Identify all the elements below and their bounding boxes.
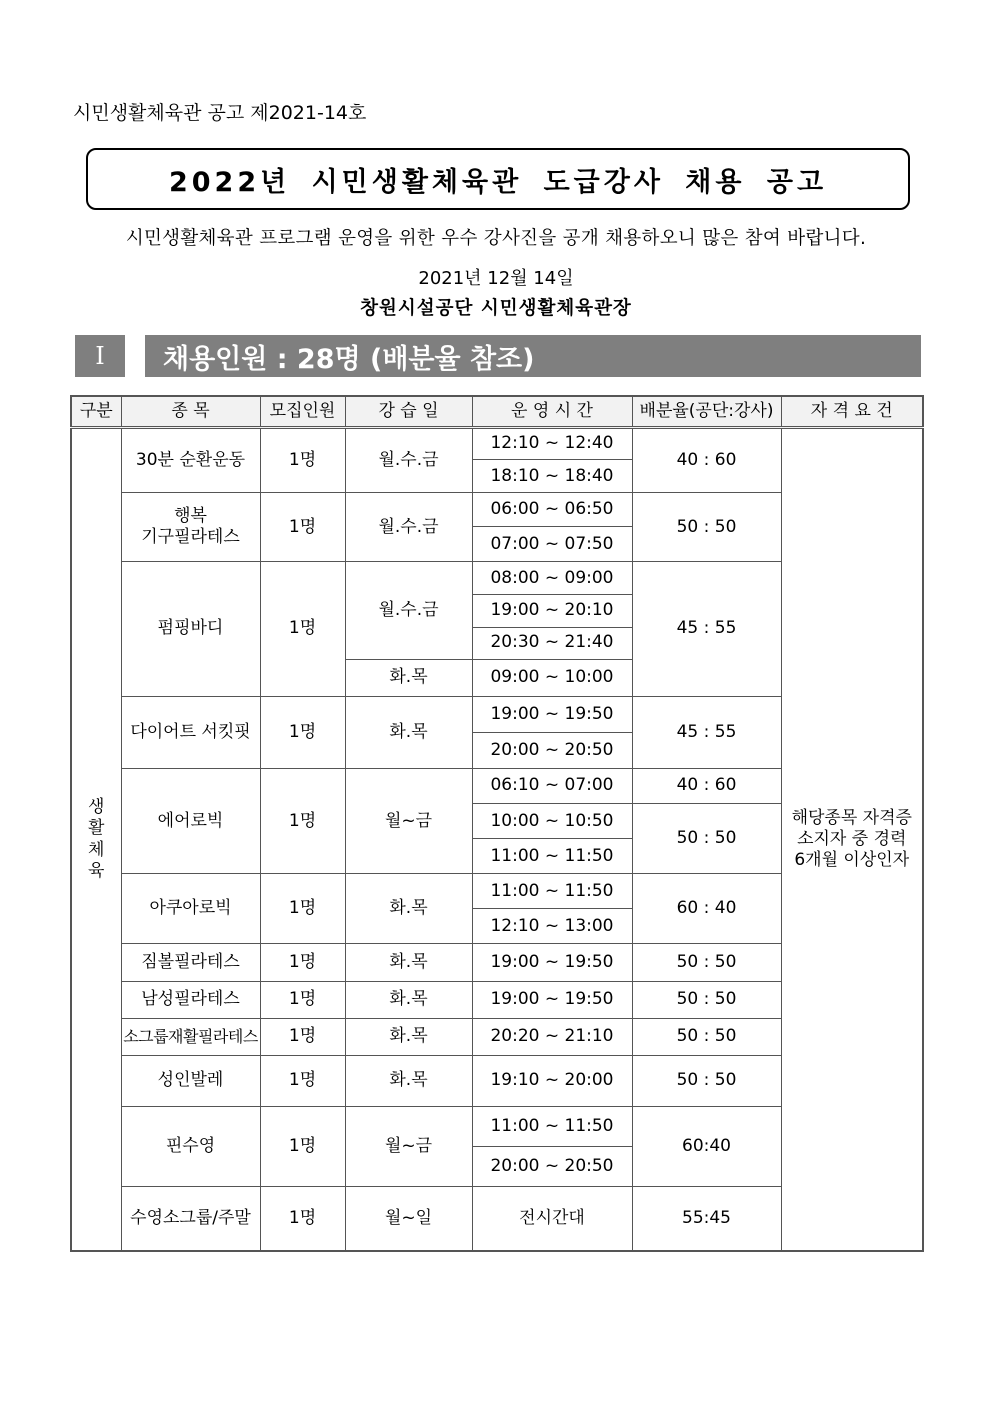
section-title: 채용인원 : 28명 (배분율 참조) <box>163 343 535 375</box>
program-days: 화.목 <box>345 659 472 696</box>
program-time: 07:00 ~ 07:50 <box>472 527 632 562</box>
program-time: 20:00 ~ 20:50 <box>472 732 632 768</box>
program-count: 1명 <box>260 1187 345 1251</box>
program-name: 짐볼필라테스 <box>121 944 260 981</box>
section-number: Ⅰ <box>75 335 125 377</box>
program-time: 19:00 ~ 19:50 <box>472 981 632 1018</box>
program-time: 12:10 ~ 12:40 <box>472 428 632 460</box>
title-box <box>86 148 910 210</box>
program-time: 06:00 ~ 06:50 <box>472 493 632 527</box>
program-time: 19:00 ~ 20:10 <box>472 595 632 627</box>
program-name-line: 행복 <box>174 506 207 527</box>
program-time: 09:00 ~ 10:00 <box>472 659 632 696</box>
program-count: 1명 <box>260 1106 345 1186</box>
program-days: 월~일 <box>345 1187 472 1251</box>
program-time: 20:30 ~ 21:40 <box>472 627 632 659</box>
program-count: 1명 <box>260 428 345 493</box>
program-ratio: 45 : 55 <box>632 562 781 696</box>
qualification-line: 6개월 이상인자 <box>794 850 910 871</box>
qualification-line: 소지자 중 경력 <box>797 828 907 849</box>
program-ratio: 60:40 <box>632 1106 781 1186</box>
header-count: 모집인원 <box>260 396 345 428</box>
program-time: 11:00 ~ 11:50 <box>472 839 632 874</box>
program-ratio: 40 : 60 <box>632 768 781 803</box>
program-time: 19:00 ~ 19:50 <box>472 696 632 732</box>
program-name-line: 기구필라테스 <box>141 527 240 548</box>
header-category: 구분 <box>71 396 121 428</box>
notice-date: 2021년 12월 14일 <box>418 268 574 289</box>
qualification-line: 해당종목 자격증 <box>791 807 912 828</box>
program-count: 1명 <box>260 1055 345 1106</box>
program-ratio: 50 : 50 <box>632 804 781 874</box>
header-days: 강 습 일 <box>345 396 472 428</box>
intro-text: 시민생활체육관 프로그램 운영을 위한 우수 강사진을 공개 채용하오니 많은 참여 바랍니다. <box>125 228 867 249</box>
program-days: 화.목 <box>345 1018 472 1055</box>
program-ratio: 50 : 50 <box>632 1018 781 1055</box>
program-count: 1명 <box>260 981 345 1018</box>
program-time: 08:00 ~ 09:00 <box>472 562 632 595</box>
program-name: 다이어트 서킷핏 <box>121 696 260 768</box>
program-time: 20:00 ~ 20:50 <box>472 1147 632 1187</box>
program-count: 1명 <box>260 562 345 696</box>
program-time: 20:20 ~ 21:10 <box>472 1018 632 1055</box>
program-ratio: 45 : 55 <box>632 696 781 768</box>
program-time: 전시간대 <box>472 1187 632 1251</box>
program-time: 19:10 ~ 20:00 <box>472 1055 632 1106</box>
program-days: 월~금 <box>345 1106 472 1186</box>
program-time: 10:00 ~ 10:50 <box>472 804 632 839</box>
program-time: 06:10 ~ 07:00 <box>472 768 632 803</box>
program-count: 1명 <box>260 944 345 981</box>
program-count: 1명 <box>260 493 345 562</box>
program-ratio: 50 : 50 <box>632 1055 781 1106</box>
program-name: 펌핑바디 <box>121 562 260 696</box>
program-name: 소그룹재활필라테스 <box>121 1018 260 1055</box>
category-char: 활 <box>88 818 105 839</box>
category-char: 육 <box>88 860 105 881</box>
organization-name: 창원시설공단 시민생활체육관장 <box>360 298 632 319</box>
program-name: 성인발레 <box>121 1055 260 1106</box>
program-count: 1명 <box>260 874 345 944</box>
program-time: 18:10 ~ 18:40 <box>472 460 632 493</box>
program-name: 남성필라테스 <box>121 981 260 1018</box>
program-days: 화.목 <box>345 696 472 768</box>
program-name: 아쿠아로빅 <box>121 874 260 944</box>
program-days: 월.수.금 <box>345 428 472 493</box>
header-program: 종 목 <box>121 396 260 428</box>
program-days: 월~금 <box>345 768 472 873</box>
program-ratio: 50 : 50 <box>632 944 781 981</box>
program-ratio: 60 : 40 <box>632 874 781 944</box>
section-header <box>145 335 921 377</box>
program-time: 12:10 ~ 13:00 <box>472 909 632 944</box>
program-time: 19:00 ~ 19:50 <box>472 944 632 981</box>
program-name <box>121 493 260 562</box>
program-ratio: 50 : 50 <box>632 981 781 1018</box>
program-ratio: 40 : 60 <box>632 428 781 493</box>
qualification-cell <box>781 428 923 1252</box>
program-name: 수영소그룹/주말 <box>121 1187 260 1251</box>
program-ratio: 50 : 50 <box>632 493 781 562</box>
notice-number: 시민생활체육관 공고 제2021-14호 <box>73 102 367 124</box>
category-char: 생 <box>88 797 105 817</box>
program-count: 1명 <box>260 768 345 873</box>
program-days: 월.수.금 <box>345 562 472 659</box>
table-header-row <box>71 396 923 428</box>
program-time: 11:00 ~ 11:50 <box>472 874 632 909</box>
category-char: 체 <box>88 839 105 860</box>
table-row <box>71 428 923 460</box>
header-ratio: 배분율(공단:강사) <box>632 396 781 428</box>
recruitment-table <box>70 395 924 1252</box>
page-title: 2022년 시민생활체육관 도급강사 채용 공고 <box>168 166 828 198</box>
category-cell <box>71 428 121 1252</box>
program-days: 월.수.금 <box>345 493 472 562</box>
program-days: 화.목 <box>345 981 472 1018</box>
program-name: 핀수영 <box>121 1106 260 1186</box>
program-days: 화.목 <box>345 944 472 981</box>
program-count: 1명 <box>260 696 345 768</box>
program-days: 화.목 <box>345 874 472 944</box>
program-name: 에어로빅 <box>121 768 260 873</box>
header-times: 운 영 시 간 <box>472 396 632 428</box>
header-qualification: 자 격 요 건 <box>781 396 923 428</box>
program-days: 화.목 <box>345 1055 472 1106</box>
program-ratio: 55:45 <box>632 1187 781 1251</box>
program-time: 11:00 ~ 11:50 <box>472 1106 632 1146</box>
program-count: 1명 <box>260 1018 345 1055</box>
program-name: 30분 순환운동 <box>121 428 260 493</box>
